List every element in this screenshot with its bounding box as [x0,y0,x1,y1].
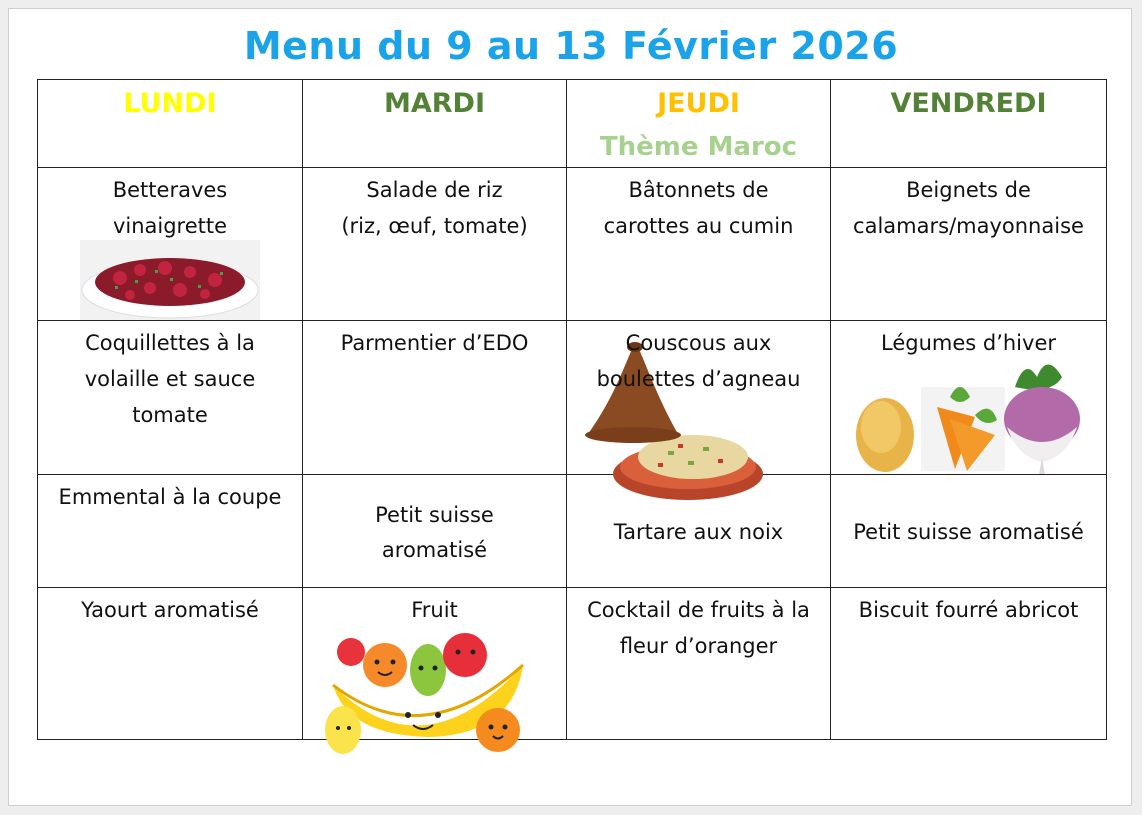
dish-text: Petit suisse aromatisé [853,520,1084,544]
dish-text: Bâtonnets de carottes au cumin [603,178,794,238]
beet-salad-icon [80,240,260,320]
dessert-vendredi [830,587,1107,740]
dessert-mardi [302,587,567,740]
dish-text: Tartare aux noix [613,520,784,544]
header-jeudi [566,79,831,168]
dish-text: Légumes d’hiver [880,331,1056,355]
dish-text: Emmental à la coupe [58,485,282,509]
day-label: VENDREDI [890,88,1047,119]
fromage-lundi [37,474,303,588]
dish-text: Coquillettes à la volaille et sauce tomate [84,331,256,427]
day-label: MARDI [383,88,485,119]
dessert-jeudi [566,587,831,740]
dish-text: Cocktail de fruits à la fleur d’oranger [587,598,810,658]
day-label: JEUDI [657,88,740,119]
page-title: Menu du 9 au 13 Février 2026 [243,24,899,68]
menu-table [37,79,1107,740]
fruits-icon [313,630,533,755]
entree-mardi [302,167,567,321]
winter-vegetables-icon [855,357,1089,475]
plat-jeudi [566,320,831,475]
plat-mardi [302,320,567,475]
entree-vendredi [830,167,1107,321]
dish-text: Couscous aux boulettes d’agneau [596,331,801,391]
dish-text: Petit suisse aromatisé [375,503,494,562]
plat-vendredi [830,320,1107,475]
dish-text: Biscuit fourré abricot [858,598,1079,622]
header-vendredi [830,79,1107,168]
theme-label: Thème Maroc [599,132,798,162]
dish-text: Parmentier d’EDO [340,331,529,355]
dish-text: Salade de riz (riz, œuf, tomate) [341,178,528,238]
entree-jeudi [566,167,831,321]
header-mardi [302,79,567,168]
entree-lundi [37,167,303,321]
dessert-lundi [37,587,303,740]
plat-lundi [37,320,303,475]
header-lundi [37,79,303,168]
dish-text: Beignets de calamars/mayonnaise [853,178,1084,238]
fromage-vendredi [830,474,1107,588]
dish-text: Betteraves vinaigrette [112,178,228,238]
day-label: LUNDI [123,88,217,119]
dish-text: Fruit [411,598,458,622]
fromage-mardi [302,474,567,588]
dish-text: Yaourt aromatisé [81,598,259,622]
